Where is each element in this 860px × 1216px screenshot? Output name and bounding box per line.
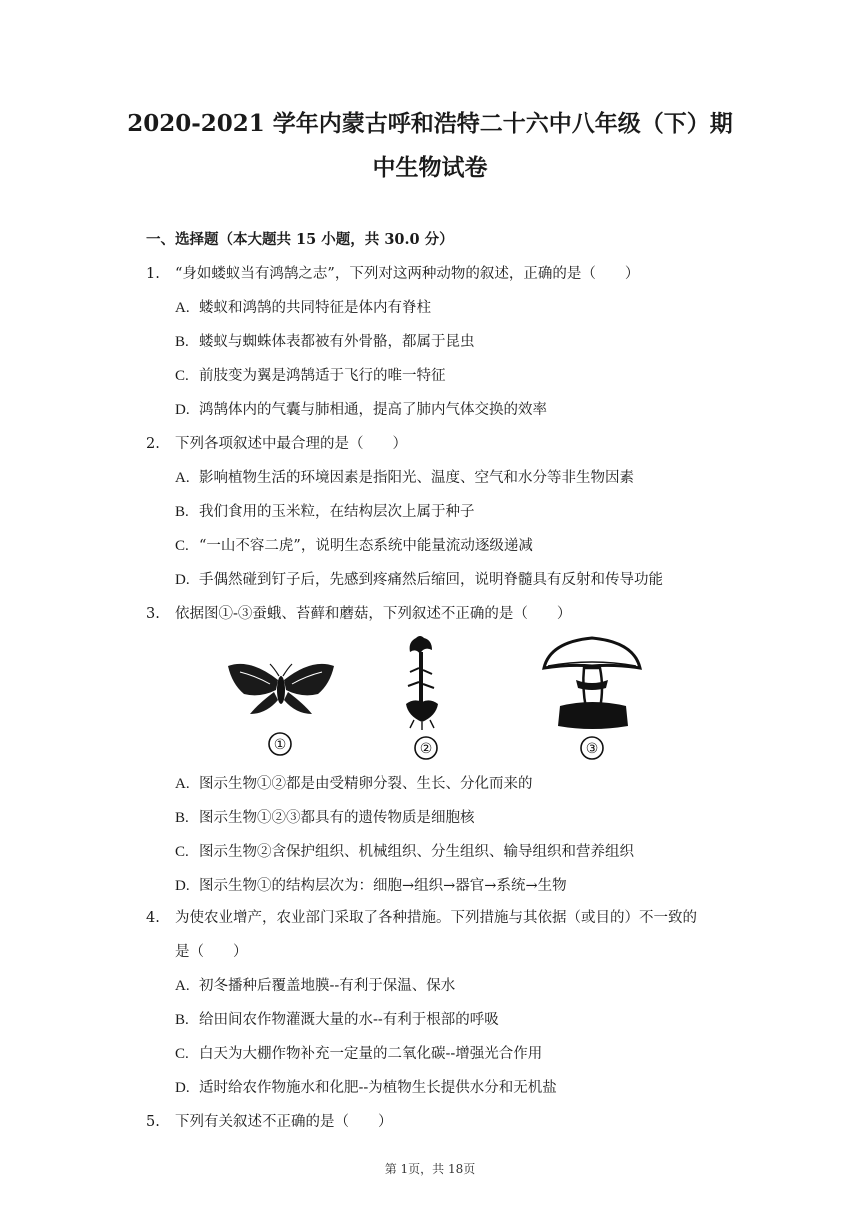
option-letter: D.: [175, 878, 190, 894]
option-text: 给田间农作物灌溉大量的水--有利于根部的呼吸: [199, 1012, 499, 1028]
question-3-option-c: [175, 842, 634, 862]
option-text: “一山不容二虎”，说明生态系统中能量流动逐级递减: [199, 538, 533, 554]
page-title-line-2: 中生物试卷: [372, 154, 488, 181]
question-1-text: “身如蝼蚁当有鸿鹄之志”，下列对这两种动物的叙述，正确的是（ ）: [175, 266, 640, 282]
figure-label-1: ①: [273, 737, 287, 753]
option-text: 白天为大棚作物补充一定量的二氧化碳--增强光合作用: [199, 1046, 543, 1062]
option-text: 图示生物①②都是由受精卵分裂、生长、分化而来的: [199, 776, 533, 792]
question-4-option-c: [175, 1044, 542, 1064]
option-text: 图示生物①的结构层次为：细胞→组织→器官→系统→生物: [199, 878, 567, 894]
option-text: 图示生物②含保护组织、机械组织、分生组织、输导组织和营养组织: [199, 844, 634, 860]
option-letter: A.: [175, 776, 190, 792]
section-header: 一、选择题（本大题共 15 小题，共 30.0 分）: [146, 231, 454, 248]
question-3-option-d: [175, 876, 567, 896]
option-letter: C.: [175, 1046, 189, 1062]
question-5-text: 下列有关叙述不正确的是（ ）: [175, 1114, 393, 1130]
option-text: 蝼蚁与蜘蛛体表都被有外骨骼，都属于昆虫: [199, 334, 475, 350]
option-text: 鸿鹄体内的气囊与肺相通，提高了肺内气体交换的效率: [199, 402, 547, 418]
option-text: 图示生物①②③都具有的遗传物质是细胞核: [199, 810, 475, 826]
organism-figure: [210, 628, 650, 768]
question-2-option-c: [175, 536, 533, 556]
page-title-line-1: 2020-2021 学年内蒙古呼和浩特二十六中八年级（下）期: [127, 110, 733, 137]
option-text: 手偶然碰到钉子后，先感到疼痛然后缩回，说明脊髓具有反射和传导功能: [199, 572, 663, 588]
question-4-number: 4.: [146, 910, 160, 926]
option-letter: C.: [175, 368, 189, 384]
mushroom-image: [544, 638, 640, 729]
option-letter: A.: [175, 978, 190, 994]
question-2-option-a: [175, 468, 634, 488]
question-2-text: 下列各项叙述中最合理的是（ ）: [175, 436, 407, 452]
question-1-number: 1.: [146, 266, 160, 282]
option-letter: C.: [175, 538, 189, 554]
question-4-text-continued: 是（ ）: [175, 944, 248, 960]
option-letter: B.: [175, 1012, 189, 1028]
moth-image: [228, 664, 334, 714]
option-text: 初冬播种后覆盖地膜--有利于保温、保水: [199, 978, 456, 994]
option-letter: A.: [175, 470, 190, 486]
option-letter: C.: [175, 844, 189, 860]
question-2-option-b: [175, 502, 475, 522]
option-letter: A.: [175, 300, 190, 316]
question-2-option-d: [175, 570, 663, 590]
option-text: 适时给农作物施水和化肥--为植物生长提供水分和无机盐: [199, 1080, 557, 1096]
page-footer: 第 1页，共 18页: [384, 1162, 476, 1176]
question-4-option-b: [175, 1010, 499, 1030]
question-1-option-b: [175, 332, 475, 352]
figure-label-3: ③: [585, 741, 599, 757]
question-1-option-a: [175, 298, 431, 318]
question-3-option-a: [175, 774, 533, 794]
question-3-number: 3.: [146, 606, 160, 622]
option-text: 我们食用的玉米粒，在结构层次上属于种子: [199, 504, 475, 520]
question-3-option-b: [175, 808, 475, 828]
option-letter: B.: [175, 334, 189, 350]
question-5-number: 5.: [146, 1114, 160, 1130]
question-2-number: 2.: [146, 436, 160, 452]
option-text: 蝼蚁和鸿鹄的共同特征是体内有脊柱: [199, 300, 431, 316]
figure-label-2: ②: [419, 741, 433, 757]
option-letter: D.: [175, 1080, 190, 1096]
option-letter: B.: [175, 810, 189, 826]
option-letter: B.: [175, 504, 189, 520]
question-4-option-a: [175, 976, 455, 996]
option-letter: D.: [175, 572, 190, 588]
moss-image: [406, 636, 438, 730]
question-4-text: 为使农业增产，农业部门采取了各种措施。下列措施与其依据（或目的）不一致的: [175, 910, 697, 926]
question-3-text: 依据图①-③蚕蛾、苔藓和蘑菇，下列叙述不正确的是（ ）: [175, 606, 572, 622]
option-text: 前肢变为翼是鸿鹄适于飞行的唯一特征: [199, 368, 446, 384]
option-text: 影响植物生活的环境因素是指阳光、温度、空气和水分等非生物因素: [199, 470, 634, 486]
option-letter: D.: [175, 402, 190, 418]
question-1-option-d: [175, 400, 547, 420]
question-4-option-d: [175, 1078, 557, 1098]
question-1-option-c: [175, 366, 446, 386]
